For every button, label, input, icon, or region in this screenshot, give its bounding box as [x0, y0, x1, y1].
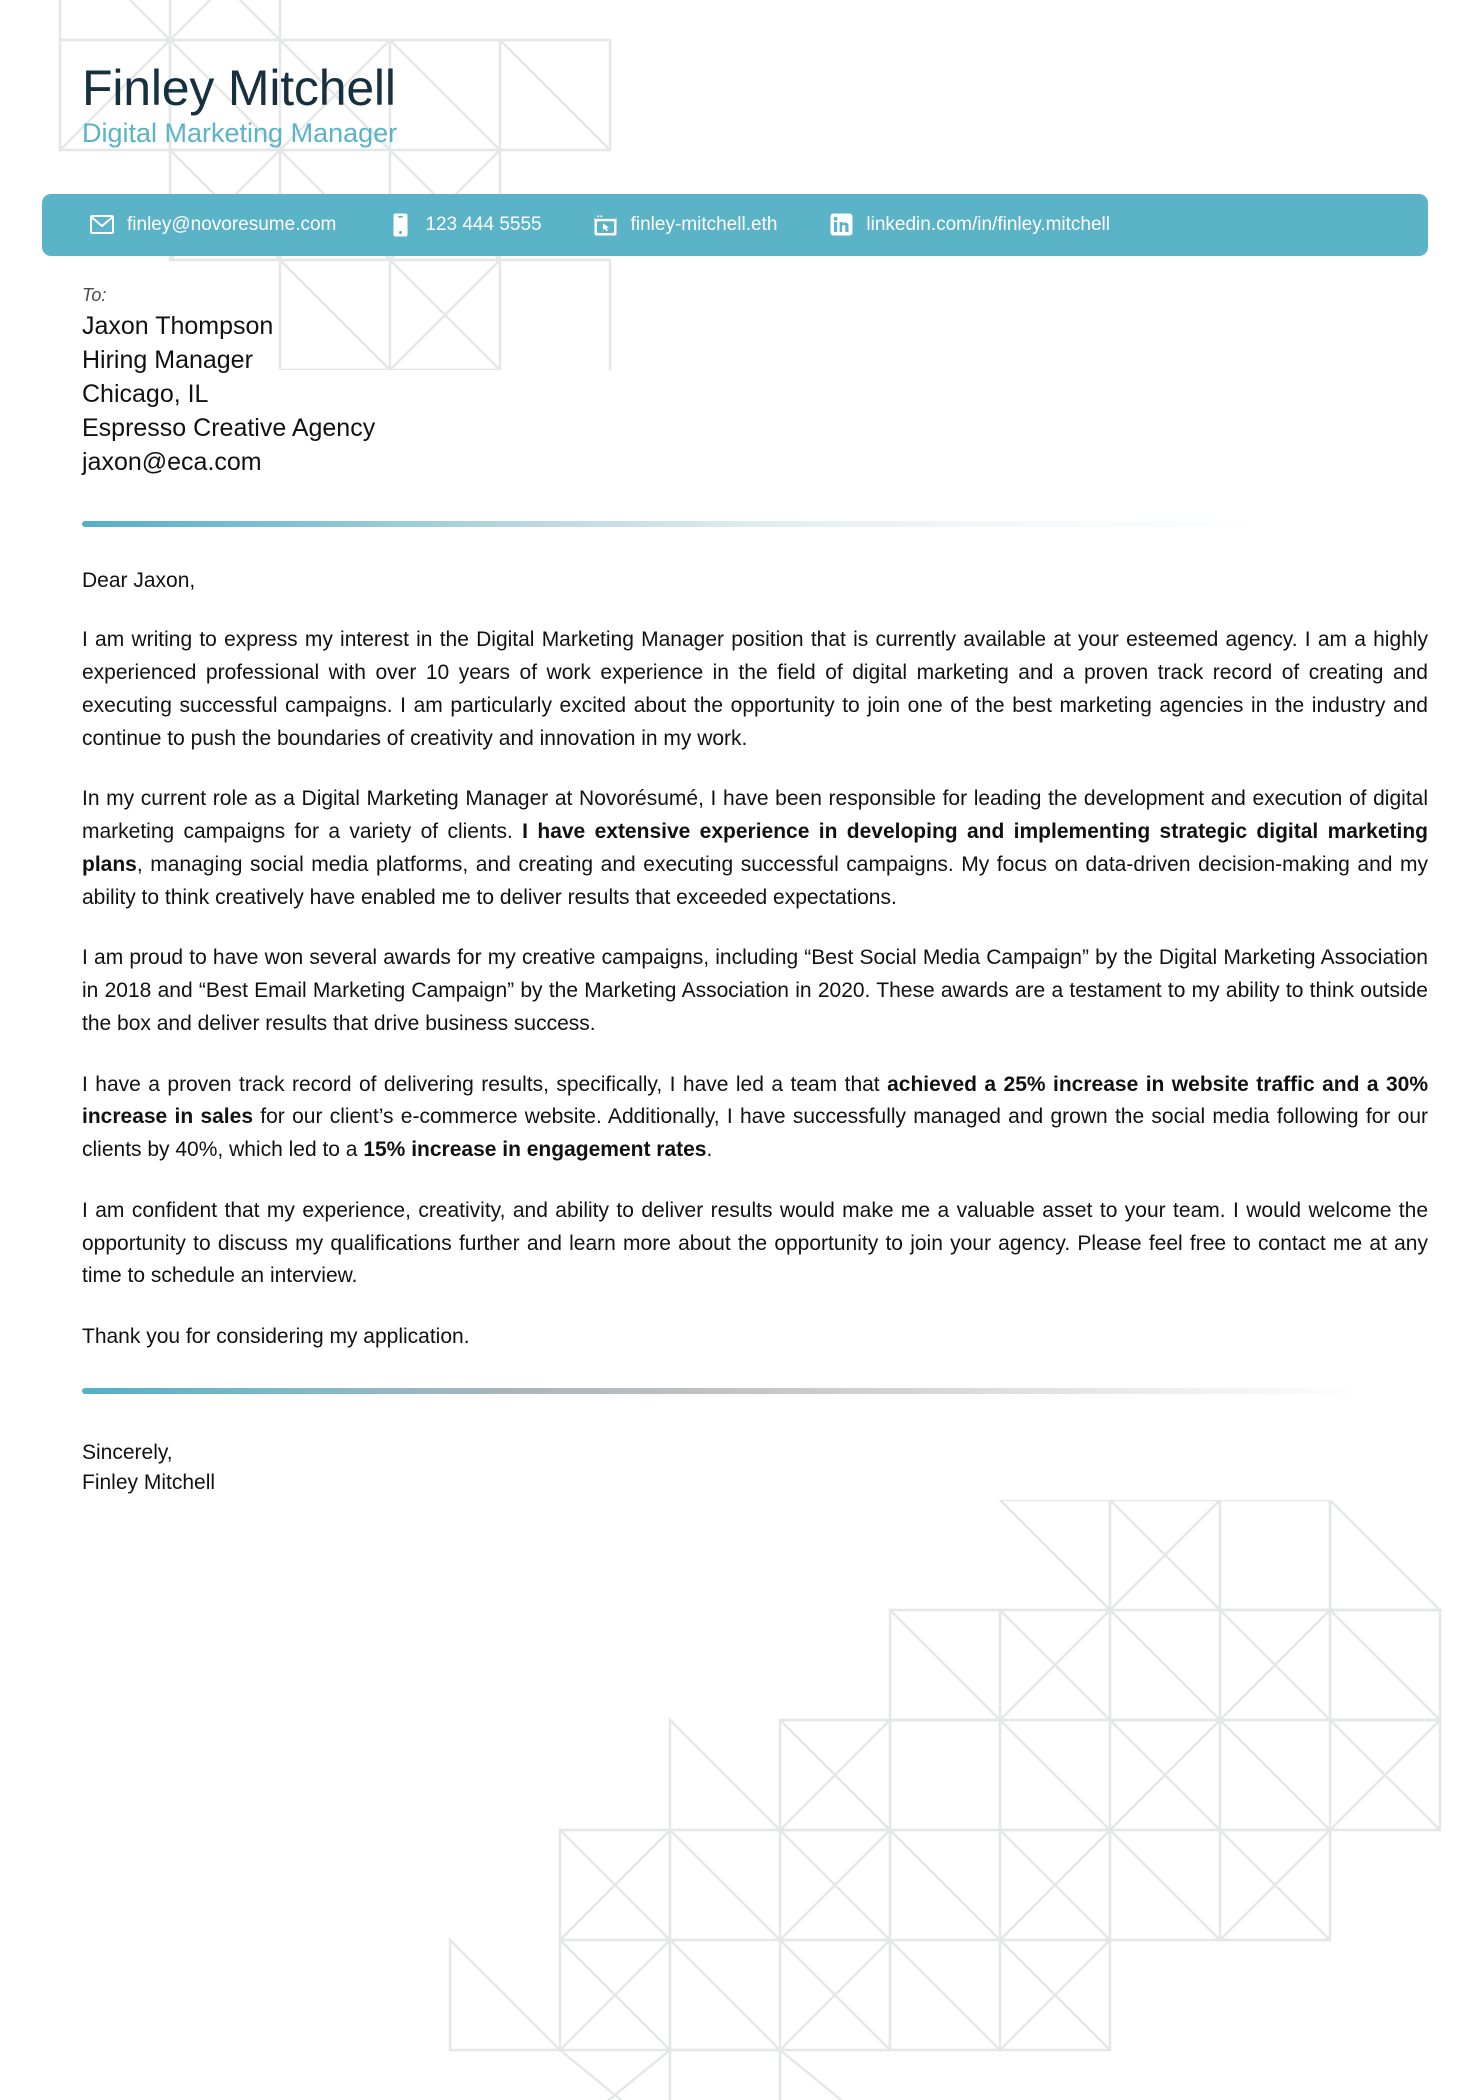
paragraph-6: Thank you for considering my application.	[82, 1325, 470, 1348]
phone-icon	[388, 213, 412, 237]
applicant-name: Finley Mitchell	[82, 60, 396, 116]
linkedin-icon	[829, 213, 853, 237]
paragraph-3: I am proud to have won several awards for my creative campaigns, including “Best Social Media Campaign” by the Digital Marketing Association in 2018 and “Best Email Marketing Campaign” by the Marketing Association in 2020. These awards are a testament to my ability to think outside the box and deliver results that drive business success.	[82, 946, 1428, 1035]
contact-label-linkedin: linkedin.com/in/finley.mitchell	[866, 213, 1110, 235]
contact-item-linkedin[interactable]	[803, 213, 1136, 237]
recipient-name: Jaxon Thompson	[82, 311, 274, 340]
recipient-block	[82, 282, 1484, 479]
paragraph-2: In my current role as a Digital Marketing Manager at Novorésumé, I have been responsible for leading the development and execution of digital marketing campaigns for a variety of clients. I have extensive experience in developing and implementing strategic digital marketing plans, managing social media platforms, and creating and executing successful campaigns. My focus on data-driven decision-making and my ability to think creatively have enabled me to deliver results that exceeded expectations.	[82, 787, 1428, 909]
contact-label-website: finley-mitchell.eth	[630, 213, 778, 235]
decorative-pattern-bottom	[300, 1500, 1484, 2100]
divider-top	[82, 521, 1428, 527]
paragraph-1: I am writing to express my interest in the Digital Marketing Manager position that is currently available at your esteemed agency. I am a highly experienced professional with over 10 years of work experience in the field of digital marketing and a proven track record of creating and executing successful campaigns. I am particularly excited about the opportunity to join one of the best marketing agencies in the industry and continue to push the boundaries of creativity and innovation in my work.	[82, 628, 1428, 750]
contact-bar	[42, 194, 1428, 256]
salutation: Dear Jaxon,	[82, 568, 196, 592]
paragraph-5: I am confident that my experience, creativity, and ability to deliver results would make me a valuable asset to your team. I would welcome the opportunity to discuss my qualifications further and learn more about the opportunity to join your agency. Please feel free to contact me at any time to schedule an interview.	[82, 1198, 1428, 1288]
divider-bottom	[82, 1388, 1428, 1394]
recipient-role: Hiring Manager	[82, 345, 253, 374]
contact-label-phone: 123 444 5555	[425, 213, 542, 235]
contact-item-phone[interactable]	[362, 213, 567, 237]
applicant-job-title: Digital Marketing Manager	[82, 118, 398, 148]
paragraph-4: I have a proven track record of delivering results, specifically, I have led a team that achieved a 25% increase in website traffic and a 30% increase in sales for our client’s e-commerce website. Additionally, I have successfully managed and grown the social media following for our clients by 40%, which led to a 15% increase in engagement rates.	[82, 1072, 1428, 1161]
website-icon	[594, 213, 618, 237]
contact-label-email: finley@novoresume.com	[127, 213, 337, 235]
contact-item-email[interactable]	[64, 213, 362, 237]
contact-item-website[interactable]	[568, 213, 804, 237]
to-label: To:	[82, 284, 107, 305]
envelope-icon	[90, 213, 114, 237]
recipient-company: Espresso Creative Agency	[82, 413, 376, 442]
closing-salutation: Sincerely,	[82, 1440, 173, 1464]
closing-block	[82, 1438, 1428, 1499]
recipient-location: Chicago, IL	[82, 379, 209, 408]
signature-name: Finley Mitchell	[82, 1471, 216, 1495]
letter-header	[0, 0, 1484, 151]
letter-body	[82, 565, 1428, 1354]
recipient-email: jaxon@eca.com	[82, 447, 262, 476]
